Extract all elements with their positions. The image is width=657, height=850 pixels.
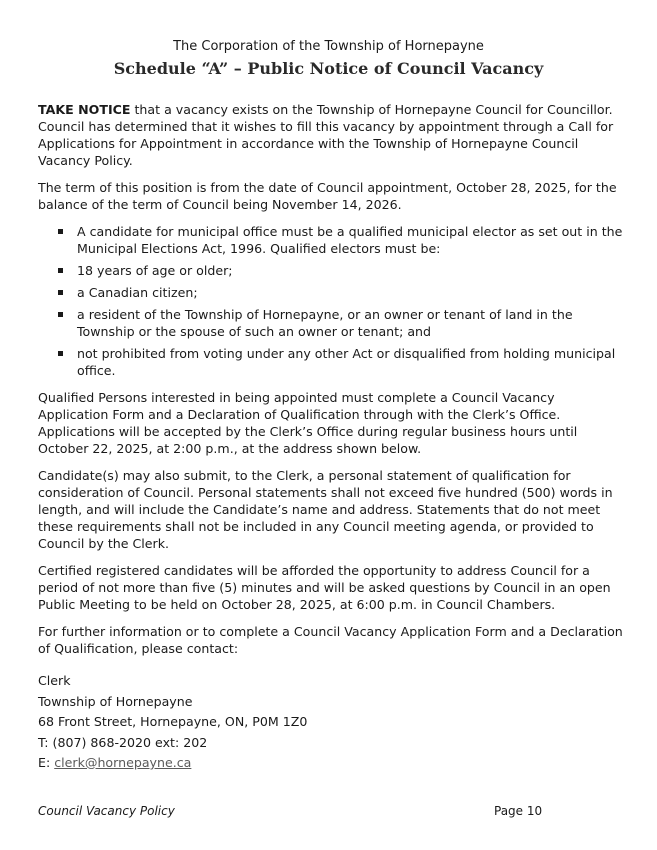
contact-role: Clerk xyxy=(38,673,71,688)
organization-heading: The Corporation of the Township of Hornepayne xyxy=(173,39,484,54)
contact-phone: T: (807) 868-2020 ext: 202 xyxy=(38,734,208,750)
take-notice-lead: TAKE NOTICE xyxy=(38,102,131,117)
bullet-icon xyxy=(58,351,63,356)
list-item: A candidate for municipal office must be a qualified municipal elector as set out in the Municipal Elections Act, 1996. Qualified electors must be: xyxy=(38,223,628,257)
list-item: a resident of the Township of Hornepayne, or an owner or tenant of land in the Township or the spouse of such an owner or tenant; and xyxy=(38,306,628,340)
footer-page-number: Page 10 xyxy=(494,804,543,818)
list-item: a Canadian citizen; xyxy=(38,284,628,301)
bullet-icon xyxy=(58,268,63,273)
list-item: not prohibited from voting under any other Act or disqualified from holding municipal office. xyxy=(38,345,628,379)
notice-paragraph xyxy=(38,101,628,169)
qualified-persons-paragraph: Qualified Persons interested in being appointed must complete a Council Vacancy Application Form and a Declaration of Qualification through with the Clerk’s Office. Applications will be accepted by the Clerk’s Office during regular business hours until October 22, 2025, at 2:00 p.m., at the address shown below. xyxy=(38,390,578,456)
contact-organization: Township of Hornepayne xyxy=(38,693,193,709)
contact-address: 68 Front Street, Hornepayne, ON, P0M 1Z0 xyxy=(38,714,308,729)
contact-block xyxy=(38,671,307,774)
notice-text: that a vacancy exists on the Township of Hornepayne Council for Councillor. Council has determined that it wishes to fill this vacancy by appointment through a Call for Applications for Appointment in accordance with the Township of Hornepayne Council Vacancy Policy. xyxy=(38,102,614,168)
certified-paragraph: Certified registered candidates will be afforded the opportunity to address Council for a period of not more than five (5) minutes and will be asked questions by Council in an open Public Meeting to be held on October 28, 2025, at 6:00 p.m. in Council Chambers. xyxy=(38,563,611,612)
candidates-paragraph: Candidate(s) may also submit, to the Clerk, a personal statement of qualification for consideration of Council. Personal statements shall not exceed five hundred (500) words in length, and will include the Candidate’s name and address. Statements that do not meet these requirements shall not be included in any Council meeting agenda, or provided to Council by the Clerk. xyxy=(38,468,613,551)
contact-email-line: E: clerk@hornepayne.ca xyxy=(38,755,192,770)
term-paragraph: The term of this position is from the date of Council appointment, October 28, 2025, for the balance of the term of Council being November 14, 2026. xyxy=(38,180,617,212)
footer-document-name: Council Vacancy Policy xyxy=(38,804,175,818)
page-title: Schedule “A” – Public Notice of Council Vacancy xyxy=(113,59,544,78)
list-item: 18 years of age or older; xyxy=(38,262,628,279)
bullet-icon xyxy=(58,312,63,317)
notice-body xyxy=(38,101,628,667)
bullet-icon xyxy=(58,290,63,295)
email-link[interactable]: clerk@hornepayne.ca xyxy=(54,755,192,770)
bullet-icon xyxy=(58,229,63,234)
further-info-paragraph: For further information or to complete a Council Vacancy Application Form and a Declaration of Qualification, please contact: xyxy=(38,624,623,656)
eligibility-list xyxy=(38,223,628,379)
